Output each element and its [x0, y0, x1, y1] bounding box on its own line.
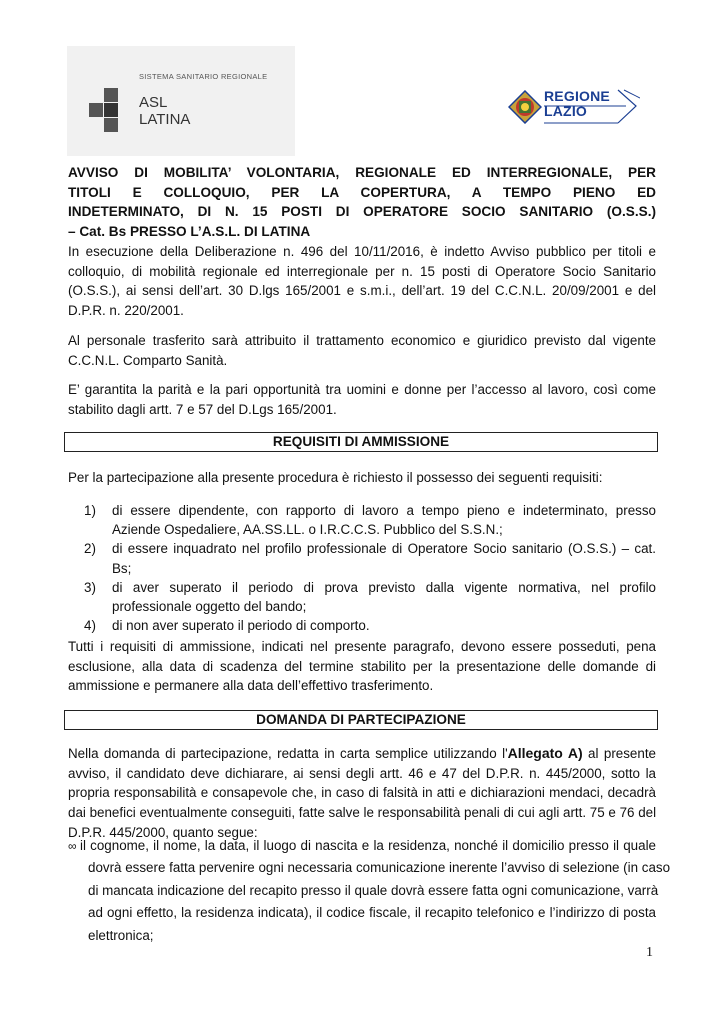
region-line1: REGIONE [544, 88, 610, 104]
text-line: Bs; [112, 560, 132, 576]
asl-name [139, 94, 190, 128]
text-line: D.P.R. n. 220/2001. [68, 303, 184, 319]
text-line: di essere dipendente, con rapporto di lavoro a tempo pieno e indeterminato, presso [112, 503, 656, 518]
regione-lazio-logo [508, 86, 640, 128]
text-line: ad ogni effetto, la residenza indicata), il codice fiscale, il recapito telefonico e l’indirizzo di posta [88, 905, 656, 921]
text-line: propria responsabilità e consapevole che, in caso di falsità in atti e dichiarazioni mendaci, decadrà [68, 785, 656, 801]
list-item-number: 2) [84, 541, 96, 557]
text-line: esclusione, alla data di scadenza del termine stabilito per la presentazione delle domande di [68, 658, 656, 674]
text-line: Tutti i requisiti di ammissione, indicati nel presente paragrafo, devono essere posseduti, pena [68, 639, 656, 654]
text-line [68, 744, 656, 764]
text-line: il cognome, il nome, la data, il luogo di nascita e la residenza, nonché il domicilio presso il quale [80, 838, 656, 853]
requisiti-lead [68, 468, 656, 488]
requisiti-list [84, 501, 656, 635]
requisiti-heading: REQUISITI DI AMMISSIONE [64, 432, 658, 452]
domanda-heading: DOMANDA DI PARTECIPAZIONE [64, 710, 658, 730]
domanda-text-post: al presente [582, 746, 656, 761]
asl-cross-icon [89, 88, 133, 132]
asl-name-line1: ASL [139, 94, 168, 111]
region-line2: LAZIO [544, 103, 587, 119]
text-line: di mancata indicazione del recapito presso il quale dovrà essere fatta ogni comunicazione, varrà [88, 882, 659, 898]
allegato-reference: Allegato A) [507, 745, 583, 761]
text-line: di essere inquadrato nel profilo professionale di Operatore Socio sanitario (O.S.S.) – cat. [112, 541, 656, 557]
text-line: dai benefici eventualmente conseguiti, fatte salve le responsabilità penali di cui agli artt. 75 e 76 del [68, 805, 657, 821]
domanda-paragraph [68, 744, 656, 843]
intro-paragraph-2 [68, 331, 656, 370]
list-item [84, 578, 656, 616]
notice-title [68, 163, 656, 242]
text-line: Aziende Ospedaliere, AA.SS.LL. o I.R.C.C.S. Pubblico del S.S.N.; [112, 522, 503, 538]
domanda-bullet-item [68, 835, 671, 947]
text-line: C.C.N.L. Comparto Sanità. [68, 352, 228, 368]
list-item [84, 501, 656, 539]
text-line: (O.S.S.), ai sensi dell’art. 30 D.lgs 165/2001 e s.m.i., dell’art. 19 del C.C.N.L. 20/09/2001 e del [68, 283, 656, 299]
text-line: di aver superato il periodo di prova previsto dalla vigente normativa, nel profilo [112, 579, 656, 595]
page-number: 1 [646, 945, 653, 960]
intro-paragraph-1 [68, 242, 656, 321]
text-line: Per la partecipazione alla presente procedura è richiesto il possesso dei seguenti requisiti: [68, 470, 603, 485]
text-line: colloquio, di mobilità regionale ed interregionale per n. 15 posti di Operatore Socio Sanitario [68, 263, 656, 279]
intro-paragraph-3 [68, 380, 656, 419]
title-line: – Cat. Bs PRESSO L’A.S.L. DI LATINA [68, 224, 311, 240]
list-item-number: 1) [84, 503, 96, 518]
title-line: AVVISO DI MOBILITA’ VOLONTARIA, REGIONALE ED INTERREGIONALE, PER [68, 165, 656, 180]
text-line: E’ garantita la parità e la pari opportunità tra uomini e donne per l’accesso al lavoro, così come [68, 382, 656, 397]
text-line: ammissione e permanere alla data dell’effettivo trasferimento. [68, 678, 434, 694]
list-item-number: 3) [84, 579, 96, 595]
region-chevron-decoration [508, 86, 640, 128]
text-line: avviso, il candidato deve dichiarare, ai sensi degli artt. 46 e 47 del D.P.R. n. 445/2000, sotto la [68, 765, 656, 781]
requisiti-closing [68, 637, 656, 696]
text-line: In esecuzione della Deliberazione n. 496 del 10/11/2016, è indetto Avviso pubblico per titoli e [68, 244, 656, 259]
text-line: professionale oggetto del bando; [112, 599, 307, 615]
asl-latina-logo [67, 46, 295, 156]
bullet-body [68, 835, 671, 947]
domanda-text-pre: Nella domanda di partecipazione, redatta in carta semplice utilizzando l' [68, 746, 508, 761]
list-item-number: 4) [84, 618, 96, 634]
text-line: Al personale trasferito sarà attribuito il trattamento economico e giuridico previsto dal vigente [68, 333, 656, 348]
title-line: INDETERMINATO, DI N. 15 POSTI DI OPERATORE SOCIO SANITARIO (O.S.S.) [68, 204, 656, 220]
list-item [84, 539, 656, 577]
text-line: elettronica; [88, 927, 154, 943]
text-line: di non aver superato il periodo di comporto. [112, 618, 370, 634]
text-line: stabilito dagli artt. 7 e 57 del D.Lgs 165/2001. [68, 401, 337, 417]
infinity-bullet-icon: ∞ [68, 839, 77, 853]
asl-tagline: SISTEMA SANITARIO REGIONALE [139, 72, 268, 81]
title-line: TITOLI E COLLOQUIO, PER LA COPERTURA, A TEMPO PIENO ED [68, 184, 656, 200]
text-line: dovrà essere fatta pervenire ogni necessaria comunicazione inerente l’avviso di selezione (in caso [88, 860, 671, 876]
text-line: D.P.R. 445/2000, quanto segue: [68, 824, 258, 840]
list-item [84, 616, 656, 635]
asl-name-line2: LATINA [139, 111, 191, 128]
